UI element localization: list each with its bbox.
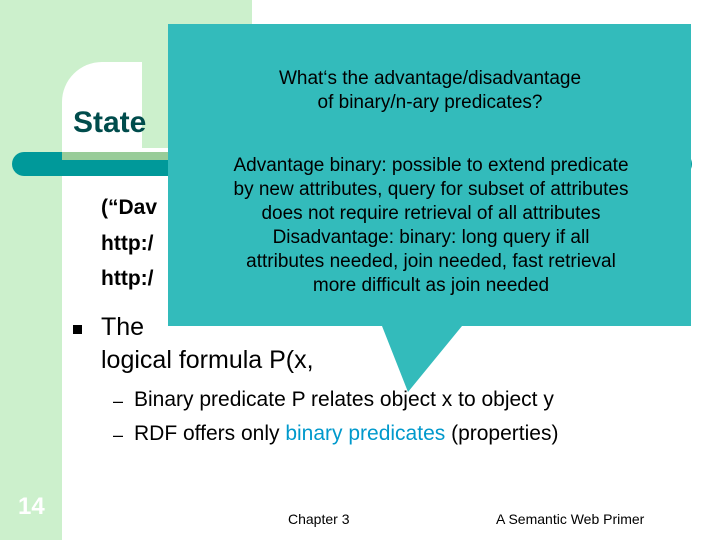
- bullet-text-line2: logical formula P(x,: [101, 346, 314, 374]
- sub-bullet-dash-1: –: [113, 391, 124, 411]
- footer-book-title: A Semantic Web Primer: [496, 511, 645, 527]
- callout-answer-line3: does not require retrieval of all attributes: [261, 203, 601, 224]
- sub-bullet-2-suffix: (properties): [445, 422, 559, 445]
- slide-title: State: [73, 106, 147, 139]
- callout-answer-line6: more difficult as join needed: [312, 275, 550, 296]
- footer-chapter: Chapter 3: [288, 511, 350, 527]
- sub-bullet-1-suffix: object x to object y: [379, 388, 554, 411]
- callout-answer-line4: Disadvantage: binary: long query if all: [272, 227, 590, 248]
- sub-bullet-2-prefix: RDF offers only: [134, 422, 286, 445]
- callout-question-line1: What‘s the advantage/disadvantage: [278, 68, 582, 89]
- callout-answer: [172, 154, 690, 298]
- sub-bullet-1-prefix: Binary predicate P relates: [134, 388, 380, 411]
- body-line-2: http:/: [101, 232, 154, 255]
- body-line-3: http:/: [101, 267, 154, 290]
- page-number: 14: [18, 493, 45, 520]
- sub-bullet-2-accent: binary predicates: [285, 422, 446, 445]
- sub-bullet-dash-2: –: [113, 425, 124, 445]
- callout-question-line2: of binary/n-ary predicates?: [317, 92, 543, 113]
- callout-answer-line5: attributes needed, join needed, fast retrieval: [246, 251, 616, 272]
- callout-answer-line1: Advantage binary: possible to extend predicate: [233, 155, 629, 176]
- callout-answer-line2: by new attributes, query for subset of attributes: [233, 179, 629, 200]
- bullet-text-line1: The: [101, 313, 145, 341]
- body-line-1: (“Dav: [101, 196, 158, 219]
